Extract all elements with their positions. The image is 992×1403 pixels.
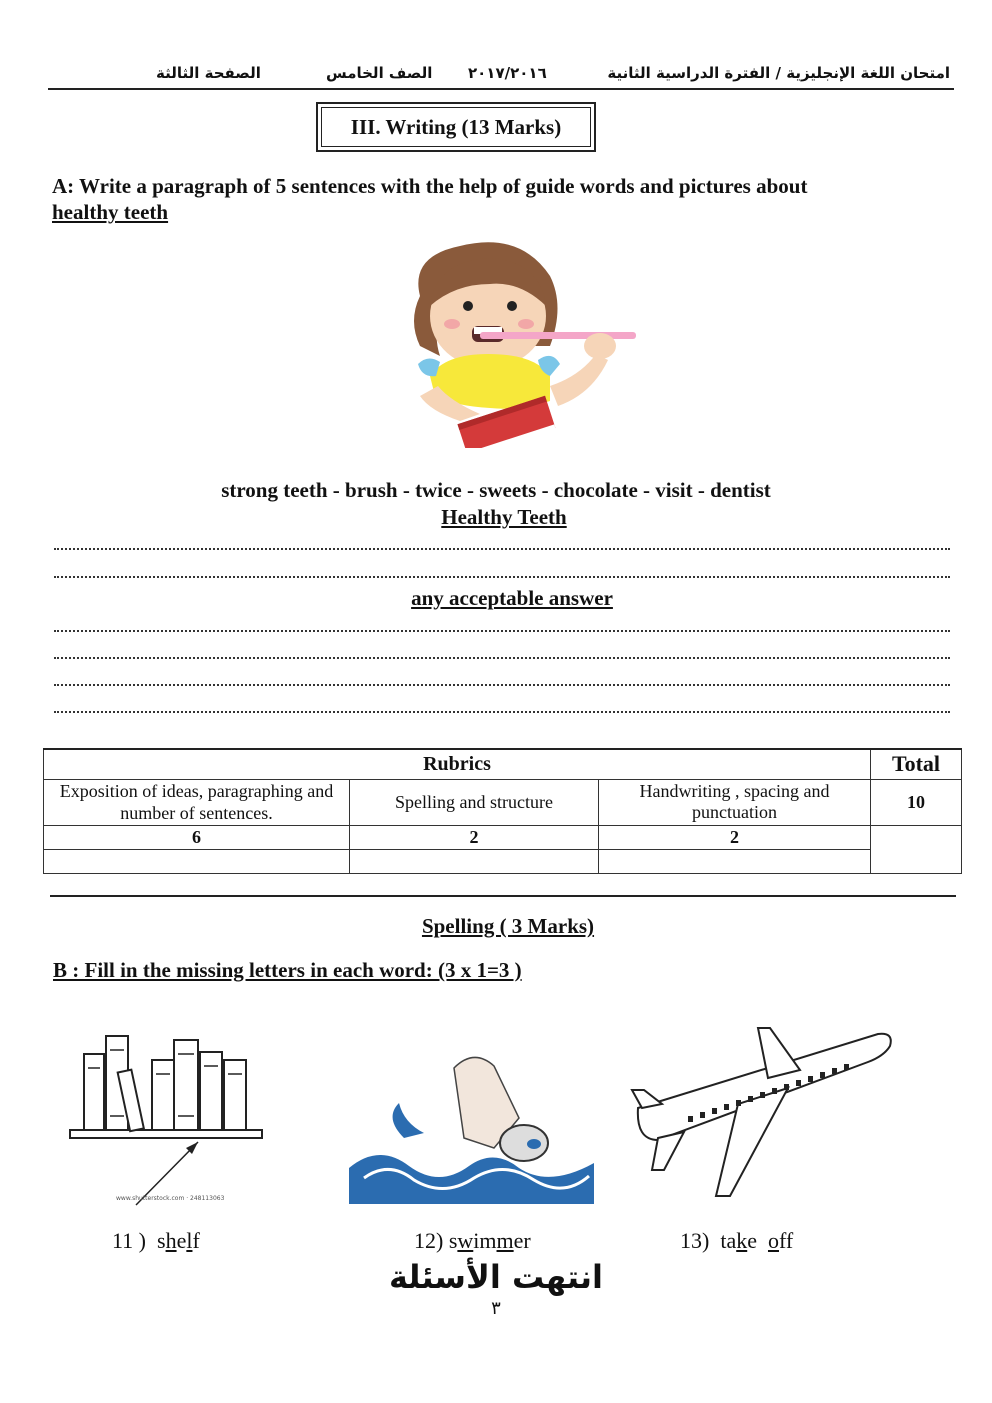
missing-letter: h	[165, 1228, 177, 1253]
missing-letter: w	[457, 1228, 474, 1253]
rubric-table	[43, 748, 962, 874]
score-handwriting	[599, 849, 871, 873]
word-part: ta	[720, 1228, 737, 1253]
task-a-topic: healthy teeth	[52, 200, 169, 224]
section-title: III. Writing (13 Marks)	[321, 107, 591, 147]
guide-words: strong teeth - brush - twice - sweets - chocolate - visit - dentist	[221, 478, 771, 502]
answer-line	[54, 657, 950, 659]
exam-year: ٢٠١٧/٢٠١٦	[468, 64, 547, 82]
mark-exposition: 6	[44, 825, 350, 849]
word-part: e	[747, 1228, 757, 1253]
right-eye	[507, 301, 517, 311]
right-cheek	[518, 319, 534, 329]
page-number: ٣	[491, 1298, 501, 1319]
missing-letter: k	[736, 1228, 748, 1253]
item-number: 12)	[414, 1228, 444, 1253]
missing-letter: m	[496, 1228, 514, 1253]
swimmer-image	[344, 1048, 600, 1204]
shelf-of-books-image	[66, 1030, 266, 1210]
tail-stabilizer	[632, 1090, 662, 1108]
spelling-item-12	[414, 1228, 531, 1254]
end-of-questions: انتهت الأسئلة	[389, 1258, 603, 1296]
answer-line	[54, 576, 950, 578]
splash	[393, 1103, 424, 1138]
book	[200, 1052, 222, 1130]
word-part: er	[513, 1228, 531, 1253]
total-value: 10	[871, 779, 962, 825]
paragraph-title: Healthy Teeth	[441, 505, 567, 529]
page-label: الصفحة الثالثة	[156, 64, 261, 82]
left-eye	[463, 301, 473, 311]
item-number: 13)	[680, 1228, 710, 1253]
watermark: www.shutterstock.com · 248113063	[116, 1195, 225, 1202]
spelling-item-13	[680, 1228, 793, 1254]
exam-header	[48, 58, 954, 90]
hand	[584, 333, 616, 359]
answer-note: any acceptable answer	[411, 586, 613, 610]
shelf-board	[70, 1130, 262, 1138]
airplane-image	[628, 1020, 896, 1206]
divider	[50, 895, 956, 897]
item-number: 11 )	[112, 1228, 147, 1253]
task-a-line1: A: Write a paragraph of 5 sentences with the help of guide words and pictures about	[52, 174, 808, 198]
spelling-title: Spelling ( 3 Marks)	[421, 914, 595, 938]
left-cheek	[444, 319, 460, 329]
missing-letter: l	[186, 1228, 193, 1253]
task-a-instruction	[52, 174, 952, 199]
word-part: e	[176, 1228, 187, 1253]
answer-line	[54, 548, 950, 550]
word-part: ff	[778, 1228, 794, 1253]
answer-line	[54, 711, 950, 713]
goggles	[527, 1139, 541, 1149]
spelling-item-11	[112, 1228, 200, 1254]
criterion-handwriting: Handwriting , spacing and punctuation	[599, 779, 871, 825]
total-label: Total	[871, 749, 962, 779]
word-part: s	[448, 1228, 458, 1253]
word-part: s	[157, 1228, 166, 1253]
grade-label: الصف الخامس	[326, 64, 433, 82]
criterion-spelling: Spelling and structure	[350, 779, 599, 825]
toothbrush	[480, 332, 636, 339]
arm	[550, 354, 608, 406]
mark-spelling: 2	[350, 825, 599, 849]
criterion-exposition: Exposition of ideas, paragraphing and number of sentences.	[44, 779, 350, 825]
book	[152, 1060, 174, 1130]
spelling-instruction: B : Fill in the missing letters in each word: (3 x 1=3 )	[53, 958, 522, 982]
girl-brushing-teeth-image	[400, 236, 640, 448]
word-part: f	[192, 1228, 200, 1253]
total-score-cell	[871, 825, 962, 873]
score-spelling	[350, 849, 599, 873]
book	[84, 1054, 104, 1130]
section-title-box	[316, 102, 596, 152]
answer-line	[54, 684, 950, 686]
rubric-title: Rubrics	[44, 749, 871, 779]
book	[224, 1060, 246, 1130]
answer-line	[54, 630, 950, 632]
mark-handwriting: 2	[599, 825, 871, 849]
score-exposition	[44, 849, 350, 873]
exam-title: امتحان اللغة الإنجليزية / الفترة الدراسية الثانية	[607, 64, 950, 82]
missing-letter: o	[767, 1228, 779, 1253]
word-part: im	[473, 1228, 497, 1253]
